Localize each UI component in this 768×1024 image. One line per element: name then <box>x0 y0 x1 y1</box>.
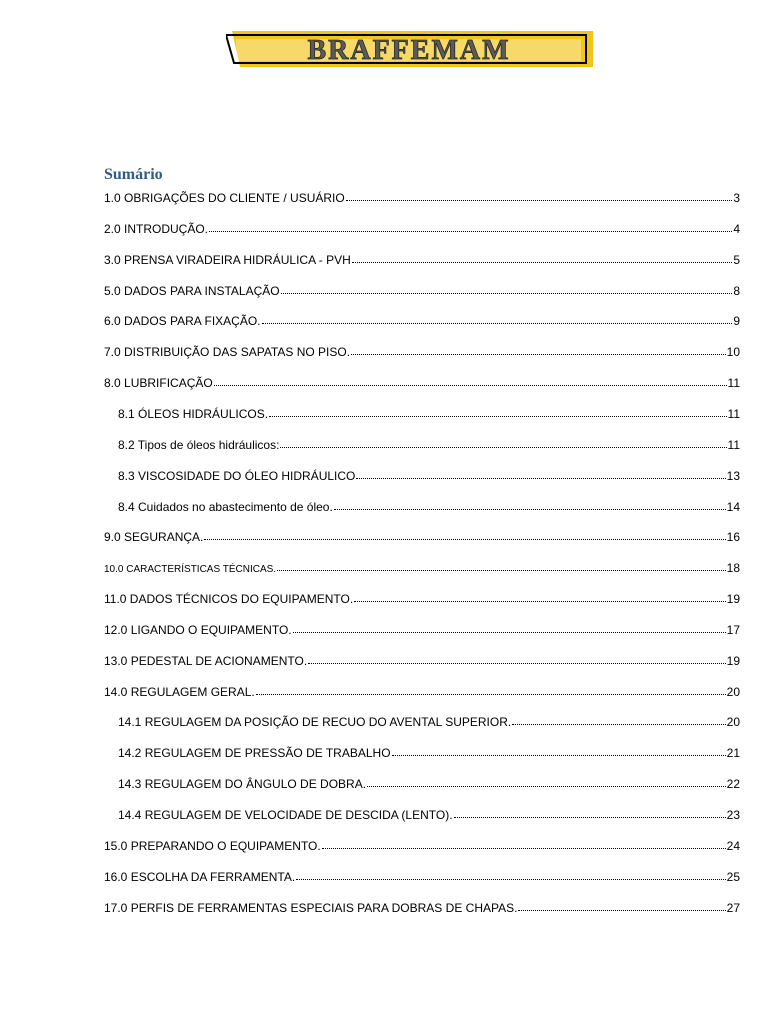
toc-entry-page: 3 <box>733 191 740 205</box>
dot-leader <box>256 683 726 695</box>
dot-leader <box>512 713 725 725</box>
toc-entry[interactable] <box>104 900 740 916</box>
toc-entry-page: 27 <box>726 901 740 915</box>
toc-entry-page: 11 <box>727 407 740 421</box>
dot-leader <box>204 528 725 540</box>
toc-entry-label: 8.2 Tipos de óleos hidráulicos: <box>118 438 280 452</box>
dot-leader <box>322 837 726 849</box>
dot-leader <box>277 559 726 571</box>
toc-entry[interactable] <box>118 437 740 453</box>
toc-entry[interactable] <box>104 560 740 576</box>
toc-entry[interactable] <box>104 375 740 391</box>
toc-entry-page: 19 <box>726 654 740 668</box>
toc-entry-label: 17.0 PERFIS DE FERRAMENTAS ESPECIAIS PARA DOBRAS DE CHAPAS. <box>104 901 518 915</box>
dot-leader <box>334 498 726 510</box>
toc-entry-label: 8.3 VISCOSIDADE DO ÓLEO HIDRÁULICO <box>118 469 356 483</box>
toc-entry-page: 18 <box>726 561 740 575</box>
toc-entry-label: 10.0 CARACTERÍSTICAS TÉCNICAS. <box>104 564 277 575</box>
toc-entry-label: 14.2 REGULAGEM DE PRESSÃO DE TRABALHO <box>118 746 391 760</box>
dot-leader <box>262 312 733 324</box>
toc-entry[interactable] <box>104 221 740 237</box>
dot-leader <box>269 405 726 417</box>
dot-leader <box>308 652 725 664</box>
toc-entry[interactable] <box>104 529 740 545</box>
dot-leader <box>281 282 733 294</box>
toc-entry[interactable] <box>104 344 740 360</box>
toc-title: Sumário <box>104 166 163 183</box>
dot-leader <box>518 899 725 911</box>
toc-entry[interactable] <box>104 190 740 206</box>
toc-entry[interactable] <box>118 468 740 484</box>
toc-entry[interactable] <box>118 714 740 730</box>
toc-entry-label: 14.1 REGULAGEM DA POSIÇÃO DE RECUO DO AVENTAL SUPERIOR. <box>118 715 512 729</box>
toc-entry-page: 22 <box>726 777 740 791</box>
toc-entry-page: 25 <box>726 870 740 884</box>
toc-entry[interactable] <box>104 252 740 268</box>
toc-entry-page: 16 <box>726 530 740 544</box>
toc-entry-page: 20 <box>726 685 740 699</box>
toc-entry-page: 11 <box>727 438 740 452</box>
toc-entry-label: 16.0 ESCOLHA DA FERRAMENTA. <box>104 870 296 884</box>
toc-entry-label: 13.0 PEDESTAL DE ACIONAMENTO. <box>104 654 308 668</box>
toc-entry-label: 5.0 DADOS PARA INSTALAÇÃO <box>104 284 280 298</box>
toc-entry[interactable] <box>104 622 740 638</box>
dot-leader <box>280 436 726 448</box>
toc-entry-label: 8.0 LUBRIFICAÇÃO <box>104 376 213 390</box>
toc-entry-page: 9 <box>733 314 740 328</box>
toc-entry[interactable] <box>118 499 740 515</box>
dot-leader <box>214 374 727 386</box>
toc-entry-label: 7.0 DISTRIBUIÇÃO DAS SAPATAS NO PISO. <box>104 345 351 359</box>
toc-entry[interactable] <box>104 283 740 299</box>
toc-entry[interactable] <box>118 406 740 422</box>
toc-entry-page: 24 <box>726 839 740 853</box>
toc-entry-page: 14 <box>726 500 740 514</box>
toc-entry[interactable] <box>104 869 740 885</box>
dot-leader <box>293 621 726 633</box>
toc-entry-label: 11.0 DADOS TÉCNICOS DO EQUIPAMENTO. <box>104 592 354 606</box>
toc-entry-page: 4 <box>733 222 740 236</box>
toc-entry-page: 10 <box>726 345 740 359</box>
toc-entry-label: 3.0 PRENSA VIRADEIRA HIDRÁULICA - PVH <box>104 253 351 267</box>
toc-entry-label: 8.4 Cuidados no abastecimento de óleo. <box>118 500 333 514</box>
toc-entry[interactable] <box>104 313 740 329</box>
toc-entry-label: 15.0 PREPARANDO O EQUIPAMENTO. <box>104 839 321 853</box>
toc-entry-label: 6.0 DADOS PARA FIXAÇÃO. <box>104 314 261 328</box>
toc-entry-page: 11 <box>727 376 740 390</box>
toc-entry-label: 14.3 REGULAGEM DO ÂNGULO DE DOBRA. <box>118 777 367 791</box>
toc-entry-page: 5 <box>733 253 740 267</box>
dot-leader <box>346 189 733 201</box>
toc-entry[interactable] <box>104 653 740 669</box>
dot-leader <box>352 251 733 263</box>
toc-entry-page: 20 <box>726 715 740 729</box>
dot-leader <box>392 744 726 756</box>
toc-entry-label: 1.0 OBRIGAÇÕES DO CLIENTE / USUÁRIO <box>104 191 345 205</box>
toc-entry-label: 8.1 ÓLEOS HIDRÁULICOS. <box>118 407 269 421</box>
toc-entry-page: 17 <box>726 623 740 637</box>
toc-entry-page: 21 <box>726 746 740 760</box>
toc-entry[interactable] <box>104 684 740 700</box>
dot-leader <box>351 343 726 355</box>
toc-entry-label: 14.0 REGULAGEM GERAL. <box>104 685 255 699</box>
toc-entry[interactable] <box>104 838 740 854</box>
toc-entry-page: 8 <box>733 284 740 298</box>
toc-entry-page: 19 <box>726 592 740 606</box>
dot-leader <box>296 868 725 880</box>
toc-entry[interactable] <box>104 591 740 607</box>
toc-entry-label: 14.4 REGULAGEM DE VELOCIDADE DE DESCIDA (LENTO). <box>118 808 453 822</box>
toc-entry[interactable] <box>118 807 740 823</box>
toc-entry[interactable] <box>118 745 740 761</box>
dot-leader <box>367 775 726 787</box>
toc-entry-label: 9.0 SEGURANÇA. <box>104 530 204 544</box>
toc-entry-label: 2.0 INTRODUÇÃO. <box>104 222 209 236</box>
dot-leader <box>354 590 725 602</box>
dot-leader <box>209 220 732 232</box>
toc-entry[interactable] <box>118 776 740 792</box>
dot-leader <box>454 806 726 818</box>
toc-entry-page: 13 <box>726 469 740 483</box>
logo-wordmark: BRAFFEMAM <box>307 35 511 66</box>
toc-entry-page: 23 <box>726 808 740 822</box>
toc-entry-label: 12.0 LIGANDO O EQUIPAMENTO. <box>104 623 292 637</box>
dot-leader <box>356 467 725 479</box>
